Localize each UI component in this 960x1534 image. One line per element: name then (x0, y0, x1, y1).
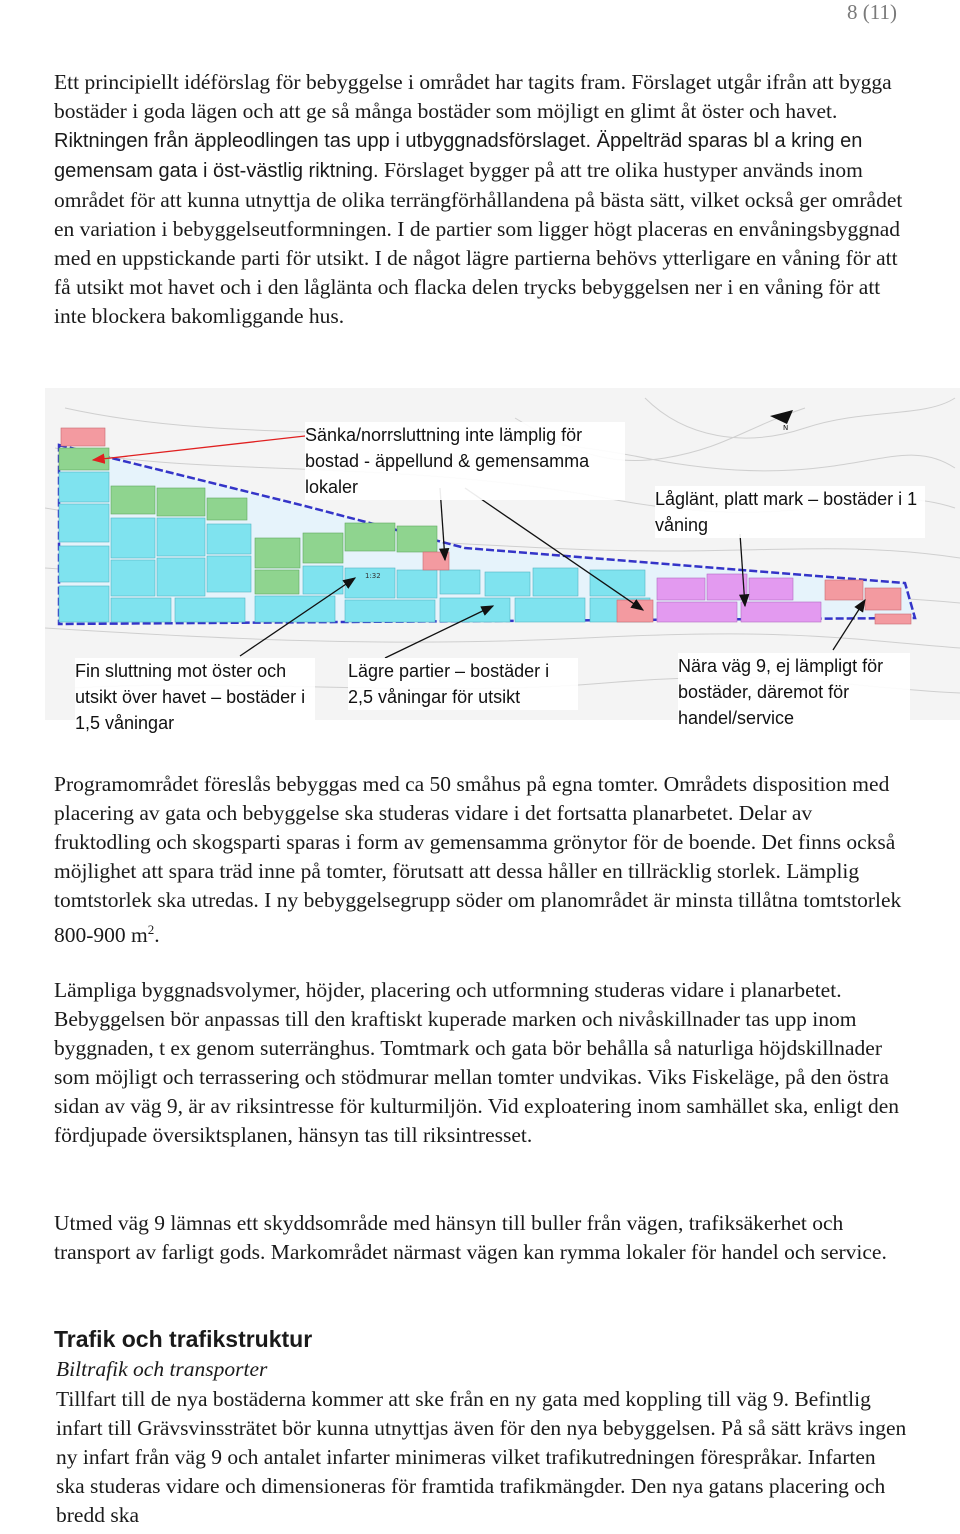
buffer-paragraph: Utmed väg 9 lämnas ett skyddsområde med hänsyn till buller från vägen, trafiksäkerhet och transport av farligt gods. Markområdet närmast vägen kan rymma lokaler för handel och service. (54, 1211, 887, 1264)
callout-lower-parts: Lägre partier – bostäder i 2,5 våningar för utsikt (348, 658, 578, 710)
intro-text-2: Riktningen från äppleodlingen tas upp i utbyggnadsförslaget. Äppelträd sparas bl a kring en gemensam gata i öst-västlig riktning. (54, 130, 863, 182)
program-paragraph (54, 770, 906, 950)
program-sup: 2 (147, 922, 155, 937)
intro-text-3: Förslaget bygger på att tre olika hustyper används inom området för att kunna utnyttja de olika terrängförhållandena på bästa sätt, vilket också ger området en variation i bebyggelseutformningen. I de partier som ligger högt placeras en envåningsbyggnad med en uppstickande parti för utsikt. I de något lägre partierna behövs ytterligare en våning för att få utsikt mot havet och i den låglänta och flacka delen trycks bebyggelsen ner i en våning för att inte blockera bakomliggande hus. (54, 158, 903, 328)
traffic-paragraph: Tillfart till de nya bostäderna kommer att ske från en ny gata med koppling till väg 9. Befintlig infart till Grävsvinssträtet bör kunna utnyttjas även för den nya bebyggelsen. På så sätt krävs ingen ny infart från väg 9 och antalet infarter minimeras vilket trafikutredningen förespråkar. Infarten ska studeras vidare och dimensioneras för framtida trafikmängder. Den nya gatans placering och bredd ska (56, 1387, 907, 1527)
traffic-subheading: Biltrafik och transporter (56, 1357, 268, 1381)
callout-near-road: Nära väg 9, ej lämpligt för bostäder, däremot för handel/service (678, 653, 910, 731)
page-number: 8 (11) (847, 0, 897, 24)
callout-lowland: Låglänt, platt mark – bostäder i 1 våning (655, 486, 925, 538)
traffic-heading: Trafik och trafikstruktur (54, 1326, 313, 1352)
intro-paragraph (54, 68, 906, 331)
program-end: . (154, 923, 160, 948)
intro-text-1: Ett principiellt idéförslag för bebyggelse i området har tagits fram. Förslaget utgår ifrån att bygga bostäder i goda lägen och att ge så många bostäder som möjligt en glimt åt öster och havet. (54, 70, 892, 123)
height-label: 1:32 (365, 572, 381, 580)
callout-east-slope: Fin sluttning mot öster och utsikt över havet – bostäder i 1,5 våningar (75, 658, 315, 736)
volumes-paragraph: Lämpliga byggnadsvolymer, höjder, placering och utformning studeras vidare i planarbetet. Bebyggelsen bör anpassas till den kraftiskt kuperade marken och nivåskillnader tas upp inom byggnaden, t ex genom suterränghus. Tomtmark och gata bör behålla så naturliga höjdskillnader som möjligt och terrassering och stödmurar mellan tomter undvikas. Viks Fiskeläge, på den östra sidan av väg 9, är av riksintresse för kulturmiljön. Vid exploatering inom samhället ska, enligt den fördjupade översiktsplanen, hänsyn tas till riksintresset. (54, 978, 899, 1147)
north-label: N (783, 424, 789, 432)
program-text: Programområdet föreslås bebyggas med ca 50 småhus på egna tomter. Områdets disposition med placering av gata och bebyggelse ska studeras vidare i det fortsatta planarbetet. Delar av fruktodling och skogsparti sparas i form av gemensamma grönytor för de boende. Det finns också möjlighet att spara träd inne på tomter, förutsatt att dessa håller en tillräcklig storlek. Lämplig tomtstorlek ska utredas. I ny bebyggelsegrupp söder om planområdet är minsta tillåtna tomtstorlek 800-900 m (54, 772, 902, 948)
callout-slope-north: Sänka/norrsluttning inte lämplig för bostad - äppellund & gemensamma lokaler (305, 422, 625, 500)
